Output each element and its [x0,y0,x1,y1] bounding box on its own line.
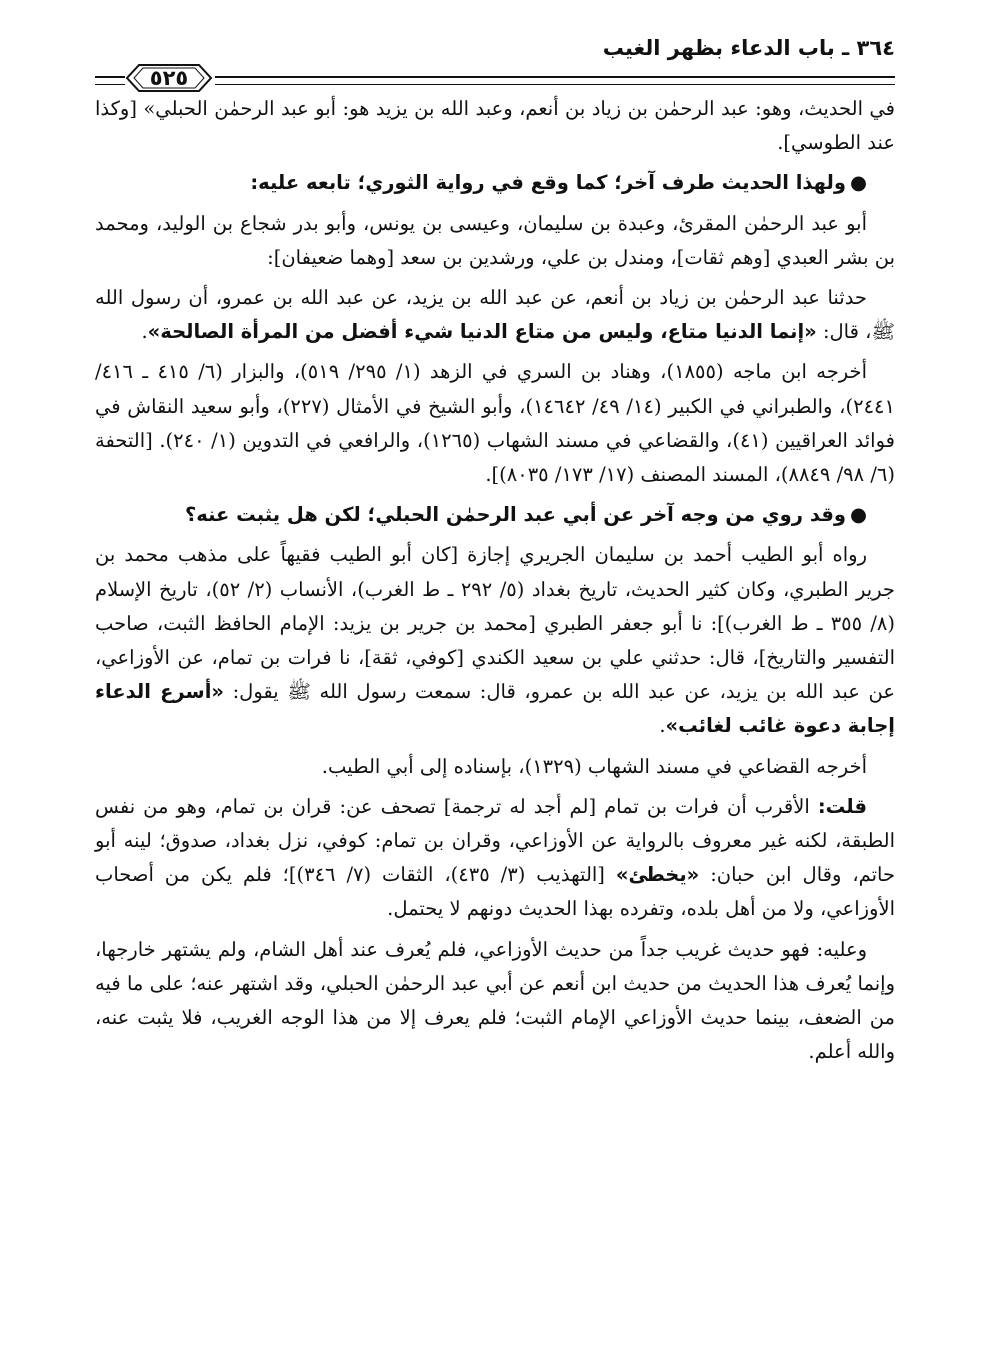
chapter-title: ٣٦٤ ـ باب الدعاء بظهر الغيب [602,36,895,60]
text-segment: . [141,320,148,344]
text-segment: أبو عبد الرحمٰن المقرئ، وعبدة بن سليمان، وعيسى بن يونس، وأبو بدر شجاع بن الوليد، ومحمد بن بشر العبدي [وهم ثقات]، ومندل بن علي، ورشدين بن سعد [وهما ضعيفان]: [95,211,895,269]
text-segment: أخرجه ابن ماجه (١٨٥٥)، وهناد بن السري في الزهد (١/ ٢٩٥/ ٥١٩)، والبزار (٦/ ٤١٥ ـ ٤١٦/ ٢٤٤١)، والطبراني في الكبير (١٤/ ٤٩/ ١٤٦٤٢)، وأبو الشيخ في الأمثال (٢٢٧)، وأبو سعيد النقاش في فوائد العراقيين (٤١)، والقضاعي في مسند الشهاب (١٢٦٥)، والرافعي في التدوين (١/ ٢٤٠). [التحفة (٦/ ٩٨/ ٨٨٤٩)، المسند المصنف (١٧/ ١٧٣/ ٨٠٣٥)]. [95,360,895,487]
body-paragraph [95,750,895,784]
bold-text-segment: «أسرع الدعاء إجابة دعوة غائب لغائب» [95,680,895,738]
bullet-icon: ● [849,503,867,527]
running-header [95,30,895,88]
bold-text-segment: «يخطئ» [615,863,700,887]
bold-text-segment: قلت: [817,794,867,818]
page-body [95,92,895,1069]
body-paragraph [95,92,895,160]
text-segment: [التهذيب (٣/ ٤٣٥)، الثقات (٧/ ٣٤٦)]؛ فلم يكن من أصحاب الأوزاعي، ولا من أهل بلده، وتفرده بهذا الحديث دونهم لا يحتمل. [95,863,895,921]
body-paragraph [95,281,895,349]
header-rule-left [95,76,125,85]
bullet-icon: ● [849,171,867,195]
body-paragraph [95,790,895,927]
page-number-badge [125,63,213,93]
body-paragraph [95,207,895,275]
bold-text-segment: ولهذا الحديث طرف آخر؛ كما وقع في رواية الثوري؛ تابعه عليه: [250,171,846,195]
page-number: ٥٢٥ [149,66,189,90]
text-segment: وعليه: فهو حديث غريب جداً من حديث الأوزاعي، فلم يُعرف عند أهل الشام، ولم يشتهر خارجها، وإنما يُعرف هذا الحديث من حديث ابن أنعم عن أبي عبد الرحمٰن الحبلي، وقد اشتهر عنه؛ على ما فيه من الضعف، بينما حديث الأوزاعي الإمام الثبت؛ فلم يعرف إلا من هذا الوجه الغريب، فلا يثبت عنه، والله أعلم. [95,937,895,1064]
text-segment: . [659,714,666,738]
body-paragraph [95,538,895,743]
text-segment: الأقرب أن فرات بن تمام [لم أجد له ترجمة] تصحف عن: قران بن تمام، وهو من نفس الطبقة، لكنه غير معروف بالرواية عن الأوزاعي، وقران بن تمام: كوفي، نزل بغداد، صدوق؛ لينه أبو حاتم، وقال ابن حبان: [95,794,896,887]
text-segment: أخرجه القضاعي في مسند الشهاب (١٣٢٩)، بإسناده إلى أبي الطيب. [321,754,867,778]
header-rule [215,76,895,85]
body-paragraph [95,498,895,532]
text-segment: حدثنا عبد الرحمٰن بن زياد بن أنعم، عن عبد الله بن يزيد، عن عبد الله بن عمرو، أن رسول الله ﷺ، قال: [95,286,895,344]
bold-text-segment: «إنما الدنيا متاع، وليس من متاع الدنيا شيء أفضل من المرأة الصالحة» [147,320,817,344]
body-paragraph [95,166,895,200]
text-segment: في الحديث، وهو: عبد الرحمٰن بن زياد بن أنعم، وعبد الله بن يزيد هو: أبو عبد الرحمٰن الحبلي» [وكذا عند الطوسي]. [95,97,895,155]
bold-text-segment: وقد روي من وجه آخر عن أبي عبد الرحمٰن الحبلي؛ لكن هل يثبت عنه؟ [184,503,846,527]
text-segment: رواه أبو الطيب أحمد بن سليمان الجريري إجازة [كان أبو الطيب فقيهاً على مذهب محمد بن جرير الطبري، وكان كثير الحديث، تاريخ بغداد (٥/ ٢٩٢ ـ ط الغرب)، الأنساب (٢/ ٥٢)، تاريخ الإسلام (٨/ ٣٥٥ ـ ط الغرب)]: نا أبو جعفر الطبري [محمد بن جرير بن يزيد: الإمام الحافظ الثبت، صاحب التفسير والتاريخ]، قال: حدثني علي بن سعيد الكندي [كوفي، ثقة]، نا فرات بن تمام، عن الأوزاعي، عن عبد الله بن يزيد، عن عبد الله بن عمرو، قال: سمعت رسول الله ﷺ يقول: [95,543,895,704]
body-paragraph [95,355,895,492]
body-paragraph [95,933,895,1070]
